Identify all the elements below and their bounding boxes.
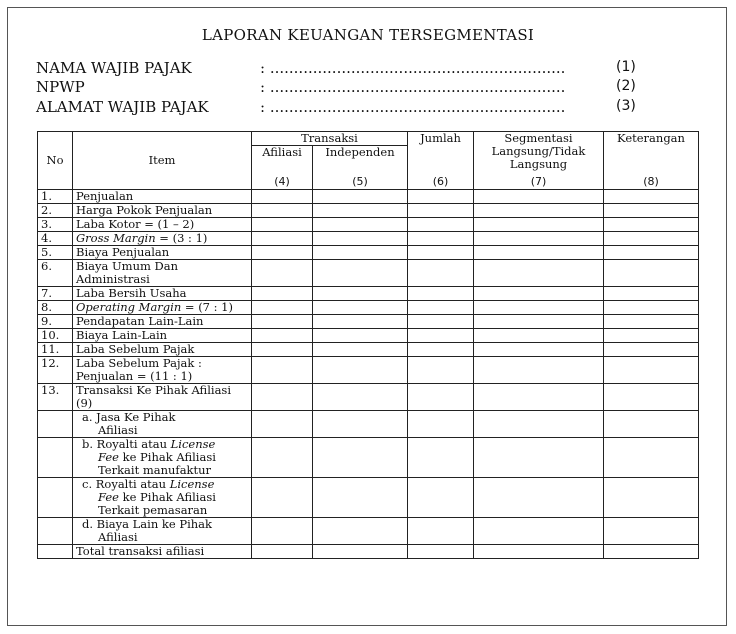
row-item-sub-c [73, 478, 252, 518]
row-item-sub-b [73, 438, 252, 478]
table-row [38, 246, 699, 260]
row-item-rest: = (7 : 1) [181, 300, 233, 314]
table-row-sub-d [38, 518, 699, 545]
col-number-6: (6) [432, 175, 449, 188]
sub-c-line-1-text: c. Royalti atau [82, 477, 170, 491]
table-row [38, 204, 699, 218]
col-header-afiliasi-label: Afiliasi [262, 145, 302, 159]
row-number: 1. [38, 190, 73, 204]
col-header-item: Item [73, 132, 252, 190]
col-header-afiliasi [252, 146, 313, 190]
row-number: 3. [38, 218, 73, 232]
report-title: LAPORAN KEUANGAN TERSEGMENTASI [201, 26, 535, 44]
row-number: 4. [38, 232, 73, 246]
row-item: Laba Kotor = (1 – 2) [73, 218, 252, 232]
header-dots: : .............................................................. [260, 78, 566, 96]
header-label: NPWP [36, 78, 85, 96]
col-number-4: (4) [274, 175, 290, 188]
row-item: Biaya Lain-Lain [73, 329, 252, 343]
table-row [38, 301, 699, 315]
table-row [38, 218, 699, 232]
col-header-keterangan [604, 132, 699, 190]
row-number: 13. [38, 384, 73, 411]
row-item [73, 301, 252, 315]
sub-d-line-2: Afiliasi [98, 530, 138, 544]
table-row [38, 357, 699, 384]
col-header-keterangan-label: Keterangan [617, 131, 685, 145]
segmented-report-table [37, 131, 699, 559]
table-row [38, 329, 699, 343]
row-number: 12. [38, 357, 73, 384]
row-item [73, 232, 252, 246]
sub-c-line-3: Terkait pemasaran [98, 503, 208, 517]
col-header-transaksi: Transaksi [252, 132, 408, 146]
table-row-sub-c [38, 478, 699, 518]
col-header-no: No [38, 132, 73, 190]
row-number: 6. [38, 260, 73, 287]
sub-c-line-1-italic: License [169, 477, 215, 491]
table-row [38, 343, 699, 357]
row-item: Transaksi Ke Pihak Afiliasi (9) [73, 384, 252, 411]
table-row-sub-b [38, 438, 699, 478]
header-label: ALAMAT WAJIB PAJAK [36, 98, 209, 116]
row-number: 11. [38, 343, 73, 357]
col-number-7: (7) [530, 175, 547, 188]
row-item: Biaya Umum Dan Administrasi [73, 260, 252, 287]
row-item: Penjualan [73, 190, 252, 204]
sub-b-line-3: Terkait manufaktur [98, 463, 212, 477]
row-item-italic: Gross Margin [76, 231, 156, 245]
table-row [38, 190, 699, 204]
row-item: Laba Sebelum Pajak [73, 343, 252, 357]
sub-c-line-2-italic: Fee [98, 490, 119, 504]
row-item-sub-d [73, 518, 252, 545]
row-item-italic: Operating Margin [76, 300, 182, 314]
header-label: NAMA WAJIB PAJAK [36, 59, 192, 77]
header-number: (3) [616, 98, 636, 114]
sub-d-line-1: d. Biaya Lain ke Pihak [82, 517, 212, 531]
row-number: 10. [38, 329, 73, 343]
row-item: Harga Pokok Penjualan [73, 204, 252, 218]
row-number: 2. [38, 204, 73, 218]
row-number: 5. [38, 246, 73, 260]
row-item-sub-a [73, 411, 252, 438]
row-item-rest: = (3 : 1) [155, 231, 208, 245]
table-row-total [38, 545, 699, 559]
row-number: 8. [38, 301, 73, 315]
header-dots: : .............................................................. [260, 59, 566, 77]
row-number: 7. [38, 287, 73, 301]
table-row-sub-a [38, 411, 699, 438]
table-row [38, 232, 699, 246]
header-dots: : .............................................................. [260, 98, 566, 116]
col-header-jumlah-label: Jumlah [420, 131, 461, 145]
table-row [38, 384, 699, 411]
table-row [38, 287, 699, 301]
col-header-segmentasi-label: Segmentasi Langsung/Tidak Langsung [491, 131, 586, 171]
col-header-independen [313, 146, 408, 190]
sub-c-line-2-text: ke Pihak Afiliasi [118, 490, 216, 504]
row-item: Biaya Penjualan [73, 246, 252, 260]
header-number: (1) [616, 59, 636, 75]
sub-b-line-1-text: b. Royalti atau [82, 437, 171, 451]
col-number-5: (5) [352, 175, 368, 188]
sub-b-line-2-italic: Fee [98, 450, 119, 464]
row-item: Laba Bersih Usaha [73, 287, 252, 301]
sub-b-line-2-text: ke Pihak Afiliasi [118, 450, 216, 464]
row-item-total: Total transaksi afiliasi [73, 545, 252, 559]
col-header-independen-label: Independen [325, 145, 395, 159]
table-row [38, 260, 699, 287]
row-number: 9. [38, 315, 73, 329]
row-item: Laba Sebelum Pajak : Penjualan = (11 : 1) [73, 357, 252, 384]
header-number: (2) [616, 78, 636, 94]
sub-b-line-1-italic: License [170, 437, 216, 451]
col-header-jumlah [408, 132, 474, 190]
table-row [38, 315, 699, 329]
sub-a-line-2: Afiliasi [98, 423, 138, 437]
sub-a-line-1: a. Jasa Ke Pihak [82, 410, 176, 424]
col-header-segmentasi [474, 132, 604, 190]
row-item: Pendapatan Lain-Lain [73, 315, 252, 329]
col-number-8: (8) [643, 175, 659, 188]
